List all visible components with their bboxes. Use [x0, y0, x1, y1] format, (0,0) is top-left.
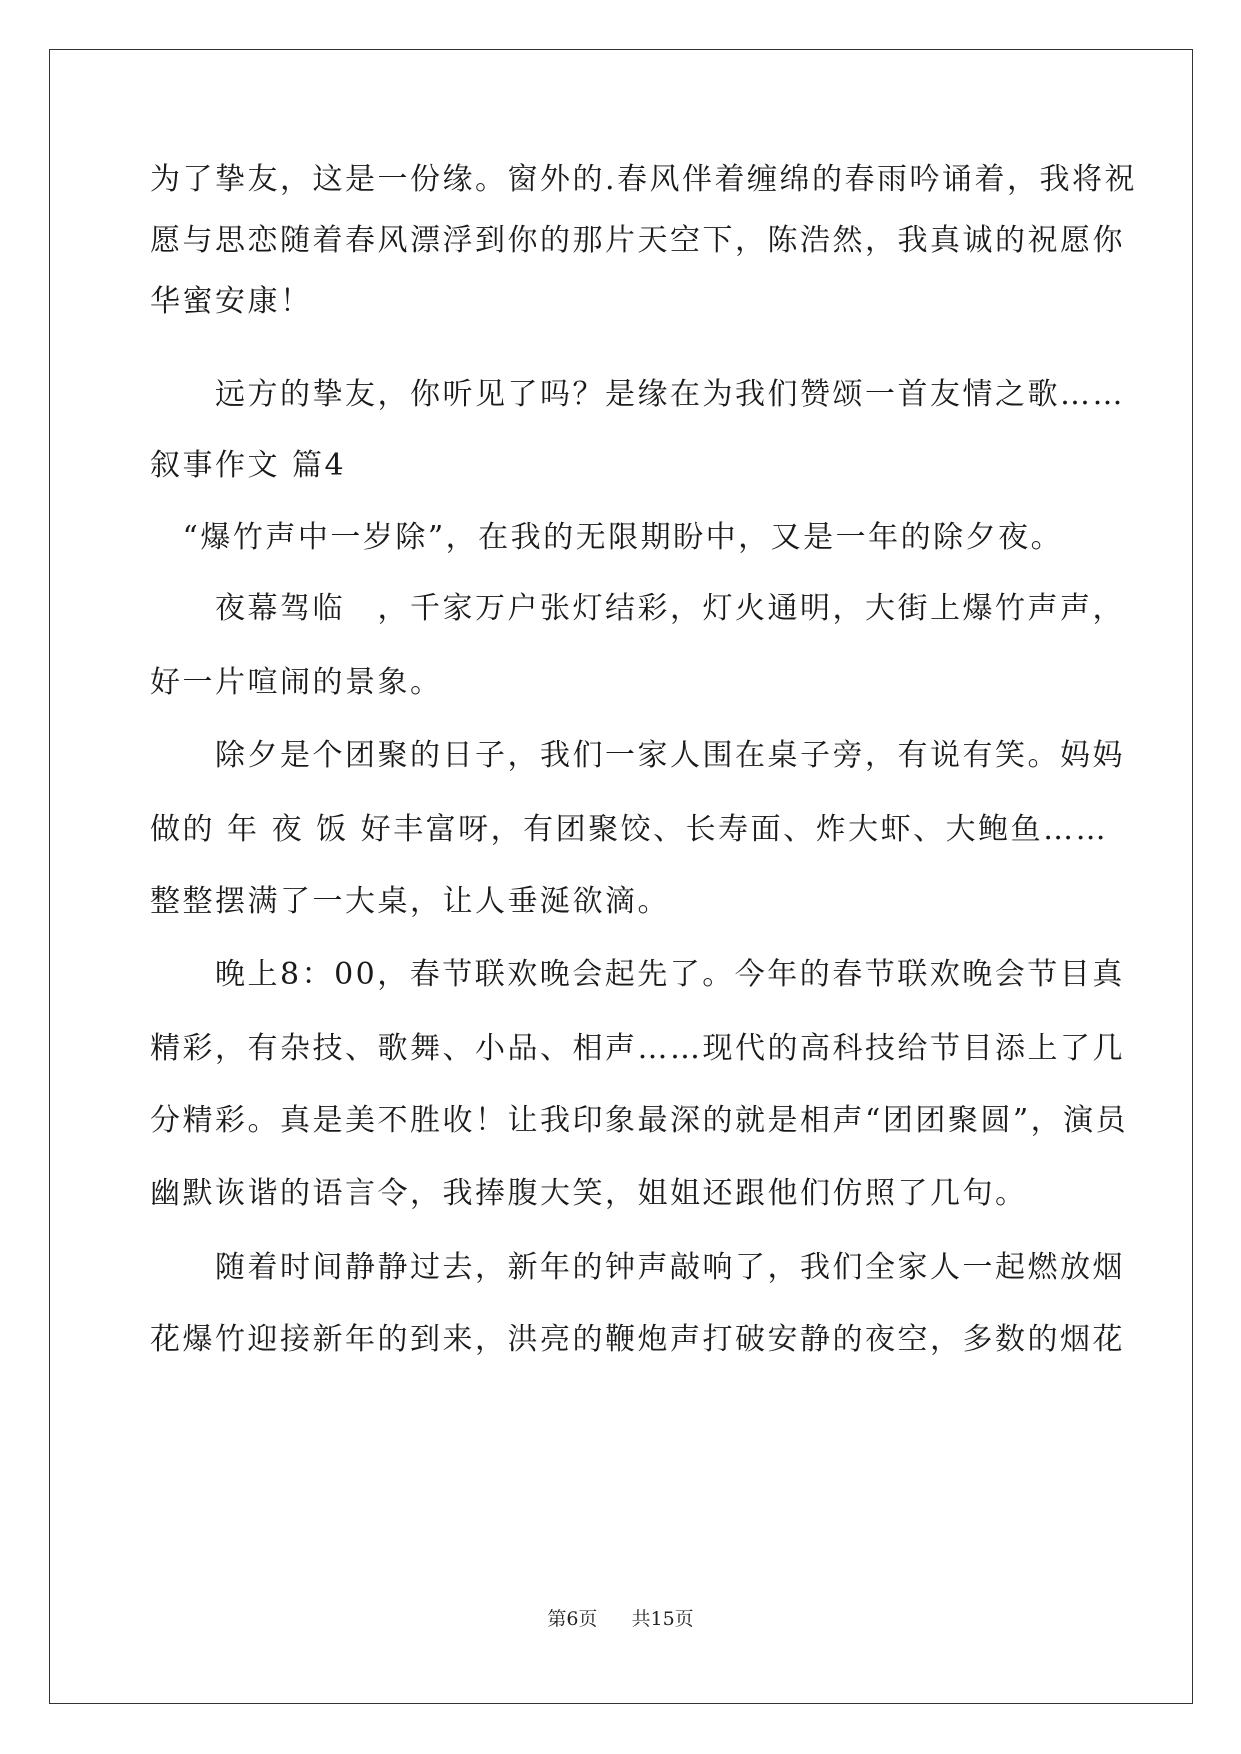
text-line: 晚上8：00，春节联欢晚会起先了。今年的春节联欢晚会节目真 — [150, 957, 1125, 992]
text-line: 好一片喧闹的景象。 — [150, 665, 443, 700]
page-total: 共15页 — [631, 1608, 694, 1630]
text-line: 为了挚友，这是一份缘。窗外的.春风伴着缠绵的春雨吟诵着，我将祝 — [150, 162, 1138, 197]
text-line: “爆竹声中一岁除”，在我的无限期盼中，又是一年的除夕夜。 — [150, 520, 1064, 555]
text-line: 除夕是个团聚的日子，我们一家人围在桌子旁，有说有笑。妈妈 — [150, 738, 1125, 773]
text-line: 愿与思恋随着春风漂浮到你的那片天空下，陈浩然，我真诚的祝愿你 — [150, 223, 1125, 258]
text-line: 整整摆满了一大桌，让人垂涎欲滴。 — [150, 884, 670, 919]
page-number: 第6页 — [547, 1608, 598, 1630]
text-line: 华蜜安康！ — [150, 284, 313, 319]
text-line: 远方的挚友，你听见了吗？是缘在为我们赞颂一首友情之歌…… — [150, 377, 1125, 412]
text-line: 做的 年 夜 饭 好丰富呀，有团聚饺、长寿面、炸大虾、大鲍鱼…… — [150, 812, 1109, 847]
page-footer — [0, 1607, 1241, 1631]
text-line: 夜幕驾临 ，千家万户张灯结彩，灯火通明，大街上爆竹声声， — [150, 591, 1125, 626]
text-line: 花爆竹迎接新年的到来，洪亮的鞭炮声打破安静的夜空，多数的烟花 — [150, 1322, 1125, 1357]
text-line: 分精彩。真是美不胜收！让我印象最深的就是相声“团团聚圆”，演员 — [150, 1103, 1129, 1138]
text-line: 随着时间静静过去，新年的钟声敲响了，我们全家人一起燃放烟 — [150, 1250, 1125, 1285]
text-line: 精彩，有杂技、歌舞、小品、相声……现代的高科技给节目添上了几 — [150, 1031, 1125, 1066]
section-heading: 叙事作文 篇4 — [150, 448, 347, 483]
text-line: 幽默诙谐的语言令，我捧腹大笑，姐姐还跟他们仿照了几句。 — [150, 1176, 1028, 1211]
